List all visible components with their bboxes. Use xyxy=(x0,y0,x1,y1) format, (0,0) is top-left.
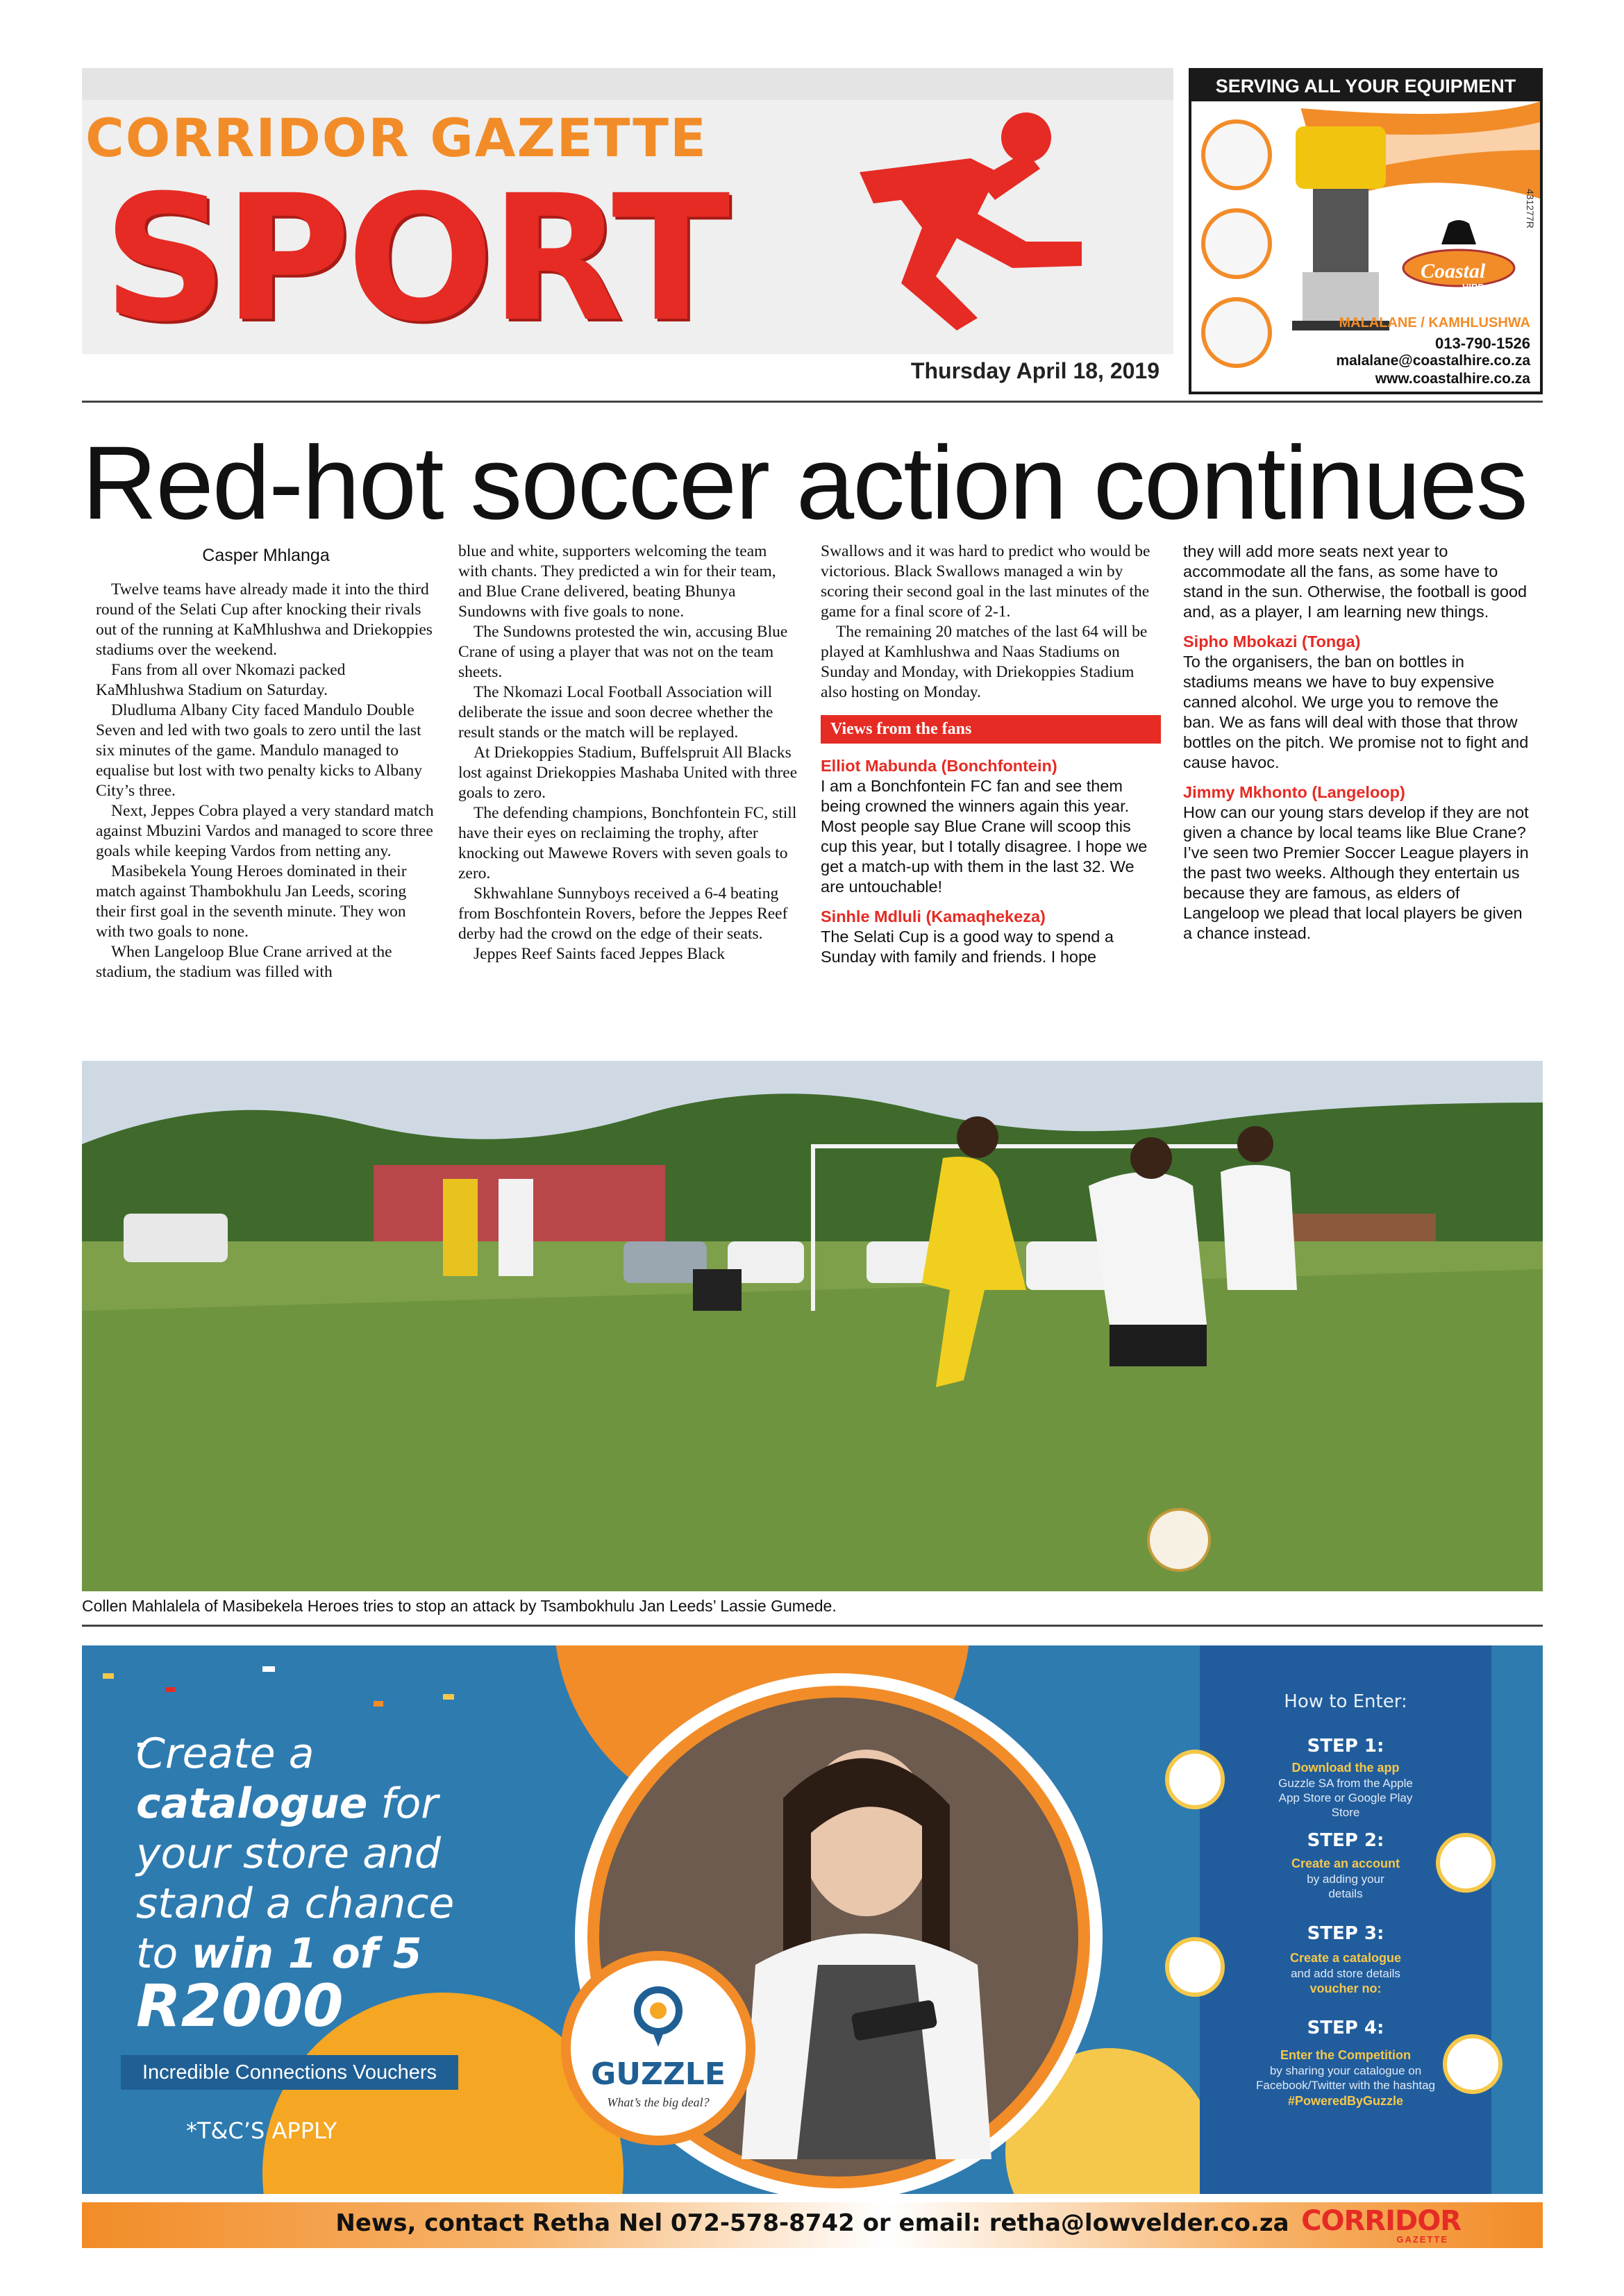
article-column-3 xyxy=(821,542,1161,967)
soccer-scene-icon xyxy=(82,1061,1543,1591)
fan-views xyxy=(821,756,1161,967)
paragraph: Next, Jeppes Cobra played a very standard match against Mbuzini Vardos and managed to score three goals while keeping Vardos from netting any. xyxy=(96,802,434,860)
step-3-text: and add store details xyxy=(1291,1967,1400,1980)
hire-website[interactable]: www.coastalhire.co.za xyxy=(1375,371,1530,387)
plate-compactor-icon xyxy=(1201,297,1272,368)
steps-panel xyxy=(1200,1645,1491,2194)
paper-name: CORRIDOR GAZETTE xyxy=(85,107,708,169)
add-catalogue-icon xyxy=(1165,1937,1225,1997)
footer-logo: CORRIDOR xyxy=(1301,2205,1461,2237)
step-4-action: Enter the Competition xyxy=(1280,2048,1411,2062)
paragraph: The defending champions, Bonchfontein FC, still have their eyes on reclaiming the trophy, after knocking out Mawewe Rovers with seven goals to zero. xyxy=(458,804,797,882)
breaker-icon xyxy=(1201,208,1272,279)
paragraph: Jeppes Reef Saints faced Jeppes Black xyxy=(474,945,726,963)
byline: Casper Mhlanga xyxy=(202,546,330,565)
paragraph: The Sundowns protested the win, accusing Blue Crane of using a player that was not on the team sheets. xyxy=(458,623,788,681)
hire-brand-sub: HIRE xyxy=(1462,282,1484,292)
step-1-action: Download the app xyxy=(1291,1761,1400,1775)
ad-prize: R2000 xyxy=(136,1972,344,2040)
ad-line: your store and xyxy=(136,1829,442,1878)
rammer-icon xyxy=(1201,119,1272,190)
fan-quote: How can our young stars develop if they are not given a chance by local teams like Blue Crane? I’ve seen two Premier Soccer League players in the past two weeks. Although they entertain us because they are famous, as elders of Langeloop we plead that local players be given a chance instead. xyxy=(1183,803,1529,942)
divider xyxy=(82,1625,1543,1627)
paragraph: The Nkomazi Local Football Association will deliberate the issue and soon decree whether the result stands or the match will be replayed. xyxy=(458,683,773,741)
photo-caption: Collen Mahlalela of Masibekela Heroes tries to stop an attack by Tsambokhulu Jan Leeds’ Lassie Gumede. xyxy=(82,1597,837,1615)
step-2-title: STEP 2: xyxy=(1307,1830,1384,1851)
ad-line-pre: to xyxy=(136,1929,192,1978)
issue-date: Thursday April 18, 2019 xyxy=(910,358,1160,383)
paragraph: When Langeloop Blue Crane arrived at the stadium, the stadium was filled with xyxy=(96,943,392,981)
footer-logo-sub: GAZETTE xyxy=(1396,2234,1448,2245)
article-headline: Red-hot soccer action continues xyxy=(82,424,1527,541)
paragraph: Swallows and it was hard to predict who would be victorious. Black Swallows managed a win by scoring their second goal in the last minutes of the game for a final score of 2-1. xyxy=(821,542,1150,621)
paragraph: The remaining 20 matches of the last 64 will be played at Kamhlushwa and Naas Stadiums on Sunday and Monday, with Driekoppies Stadium also hosting on Monday. xyxy=(821,623,1148,701)
step-1-title: STEP 1: xyxy=(1307,1736,1384,1757)
fan-name: Sipho Mbokazi (Tonga) xyxy=(1183,632,1361,651)
ad-terms[interactable]: *T&C’S APPLY xyxy=(186,2118,337,2144)
ad-line-bold: catalogue xyxy=(136,1779,368,1828)
step-1-text: Guzzle SA from the Apple App Store or Google Play Store xyxy=(1278,1777,1413,1819)
paragraph: At Driekoppies Stadium, Buffelspruit All Blacks lost against Driekoppies Mashaba United with three goals to zero. xyxy=(458,744,798,802)
paragraph: Dludluma Albany City faced Mandulo Double Seven and led with two goals to zero until the last six minutes of the game. Mandulo managed to equalise but lost with two penalty kicks to Albany City’s three. xyxy=(96,701,422,800)
masthead xyxy=(82,68,1173,383)
fan-quote-continued: they will add more seats next year to accommodate all the fans, as some have to stand in the sun. Otherwise, the football is good and, as a player, I am learning new things. xyxy=(1183,542,1527,621)
fan-quote: I am a Bonchfontein FC fan and see them being crowned the winners again this year. Most people say Blue Crane will scoop this cup this year, but I totally disagree. I hope we get a match-up with them in the last 32. We are untouchable! xyxy=(821,777,1148,896)
ad-vouchers: Incredible Connections Vouchers xyxy=(121,2055,458,2090)
article-column-2 xyxy=(458,542,798,964)
ad-line xyxy=(136,1779,525,1829)
hire-location: MALALANE / KAMHLUSHWA xyxy=(1339,315,1530,330)
fan-quote: The Selati Cup is a good way to spend a Sunday with family and friends. I hope xyxy=(821,928,1114,966)
step-4-hashtag: #PoweredByGuzzle xyxy=(1287,2094,1404,2108)
ad-line-bold: win 1 of 5 xyxy=(191,1929,422,1978)
footer-contact[interactable]: News, contact Retha Nel 072-578-8742 or email: retha@lowvelder.co.za xyxy=(335,2209,1289,2237)
fan-quote: To the organisers, the ban on bottles in stadiums means we have to buy expensive canned alcohol. We urge you to remove the ban. We as fans will deal with those that throw bottles on the pitch. We promise not to fight and cause havoc. xyxy=(1183,653,1529,771)
step-2-text: by adding your details xyxy=(1307,1872,1384,1900)
hire-brand: Coastal xyxy=(1421,260,1486,283)
masthead-band xyxy=(82,68,1173,100)
paragraph: Masibekela Young Heroes dominated in their match against Thambokhulu Jan Leeds, scoring their first goal in the seventh minute. They won with two goals to none. xyxy=(96,862,407,941)
how-to-enter: How to Enter: xyxy=(1284,1691,1407,1712)
step-2-action: Create an account xyxy=(1291,1857,1400,1870)
fan-name: Sinhle Mdluli (Kamaqhekeza) xyxy=(821,907,1046,925)
hire-ad-banner: SERVING ALL YOUR EQUIPMENT xyxy=(1191,71,1540,101)
fan-name: Elliot Mabunda (Bonchfontein) xyxy=(821,757,1057,775)
step-3-title: STEP 3: xyxy=(1307,1923,1384,1944)
equipment-hire-ad[interactable] xyxy=(1189,68,1543,394)
divider xyxy=(82,401,1543,403)
footer xyxy=(82,2202,1543,2248)
guzzle-logo-badge xyxy=(561,1951,755,2145)
add-account-icon xyxy=(1436,1833,1496,1893)
ad-code: 431277R xyxy=(1525,189,1536,228)
app-download-icon xyxy=(1165,1750,1225,1809)
hire-phone[interactable]: 013-790-1526 xyxy=(1434,335,1530,352)
step-3-action: Create a catalogue xyxy=(1289,1951,1402,1965)
step-4-title: STEP 4: xyxy=(1307,2018,1384,2038)
paragraph: Twelve teams have already made it into the third round of the Selati Cup after knocking their rivals out of the running at KaMhlushwa and Driekoppies stadiums over the weekend. xyxy=(96,580,433,659)
share-icon xyxy=(1443,2034,1502,2094)
fan-name: Jimmy Mkhonto (Langeloop) xyxy=(1183,783,1405,801)
ad-line: stand a chance xyxy=(136,1879,455,1928)
ad-line-rest: for xyxy=(367,1779,438,1828)
guzzle-logo-icon xyxy=(633,1986,683,2048)
guzzle-tagline: What’s the big deal? xyxy=(607,2095,710,2109)
article-column-1 xyxy=(96,542,436,982)
paragraph: Skhwahlane Sunnyboys received a 6-4 beating from Boschfontein Rovers, before the Jeppes Reef derby had the crowd on the edge of their seats. xyxy=(458,885,788,943)
compactor-image-icon xyxy=(1282,119,1400,335)
ad-headline xyxy=(136,1729,525,1979)
views-from-fans-header: Views from the fans xyxy=(821,715,1161,744)
paragraph: Fans from all over Nkomazi packed KaMhlushwa Stadium on Saturday. xyxy=(96,661,346,699)
paragraph: blue and white, supporters welcoming the team with chants. They predicted a win for their team, and Blue Crane delivered, beating Bhunya Sundowns with five goals to none. xyxy=(458,542,776,621)
runner-icon xyxy=(818,110,1089,332)
ad-line: Create a xyxy=(136,1729,315,1778)
guzzle-brand: GUZZLE xyxy=(591,2056,726,2092)
guzzle-ad[interactable] xyxy=(82,1645,1543,2194)
step-3-voucher: voucher no: xyxy=(1309,1981,1382,1995)
section-title: SPORT xyxy=(103,158,726,360)
match-photo xyxy=(82,1061,1543,1591)
article-column-4 xyxy=(1183,542,1530,944)
step-4-text: by sharing your catalogue on Facebook/Twitter with the hashtag xyxy=(1256,2064,1435,2092)
hire-email[interactable]: malalane@coastalhire.co.za xyxy=(1336,353,1530,369)
